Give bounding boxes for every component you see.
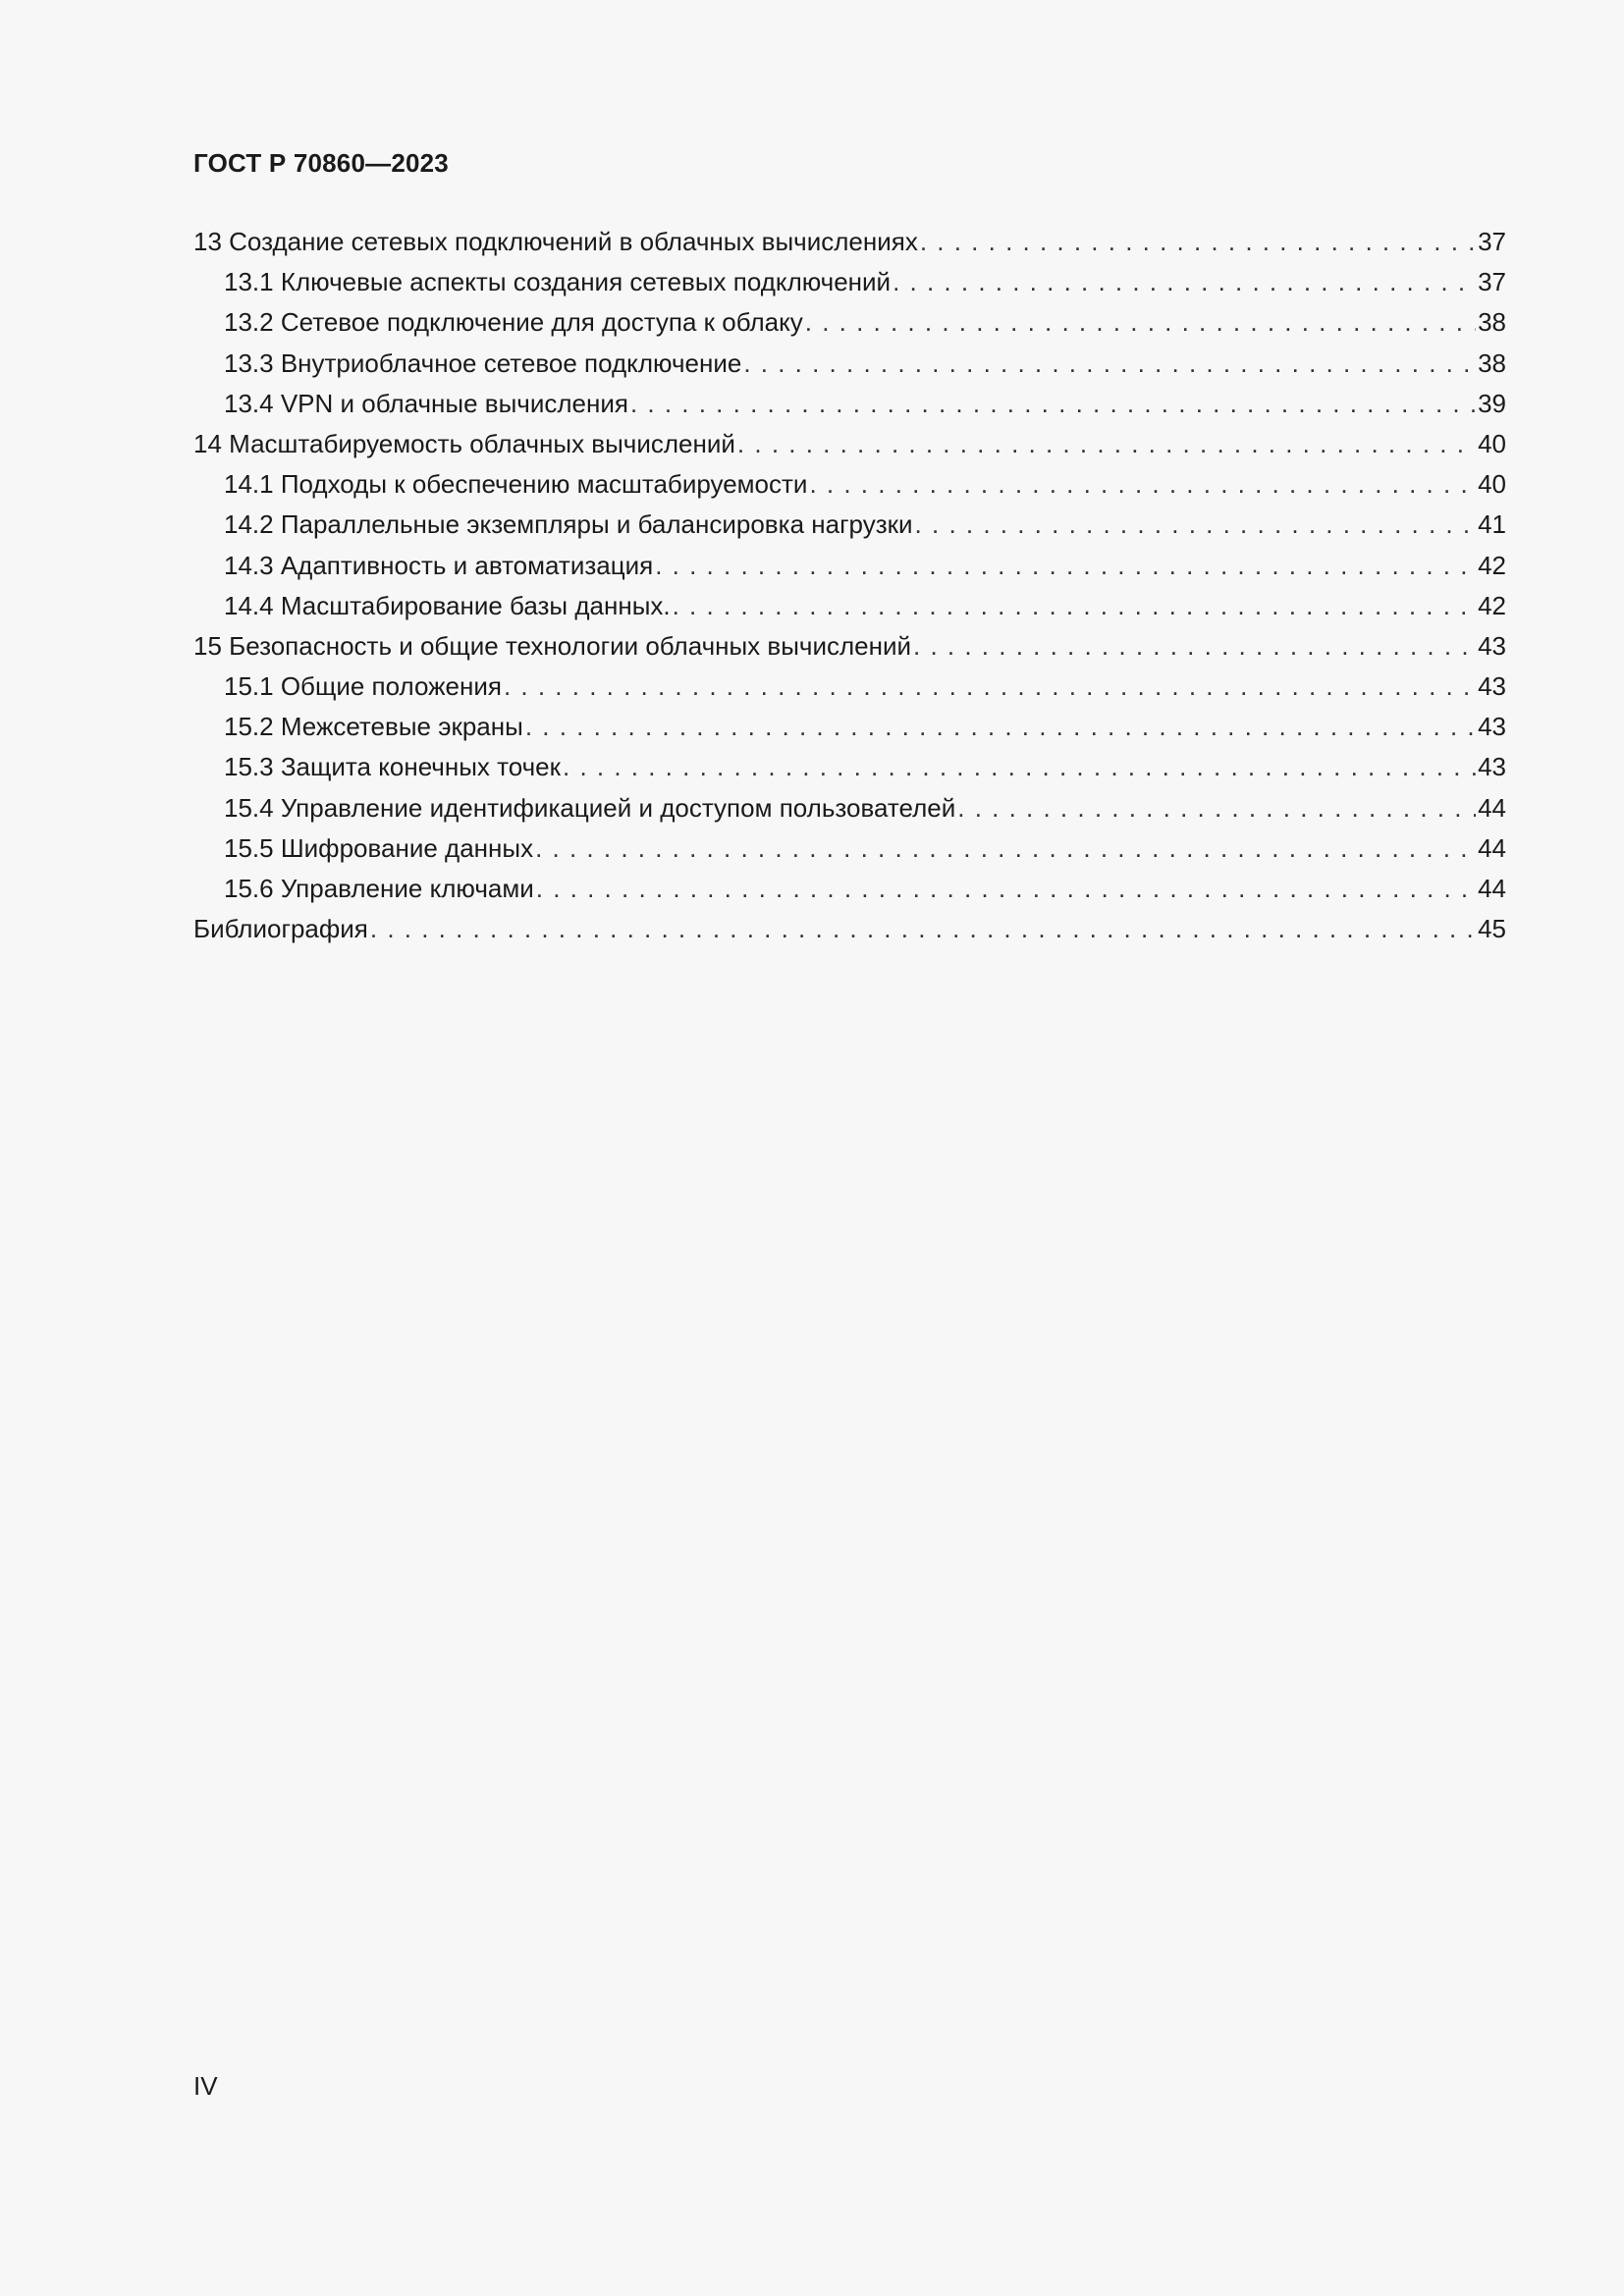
toc-entry[interactable] bbox=[193, 869, 1506, 909]
toc-entry-page: 38 bbox=[1478, 307, 1506, 338]
toc-entry-page: 40 bbox=[1478, 469, 1506, 500]
toc-entry-page: 44 bbox=[1478, 832, 1506, 863]
toc-entry[interactable] bbox=[193, 747, 1506, 787]
toc-entry-page: 44 bbox=[1478, 874, 1506, 903]
toc-entry-title: 15.3 Защита конечных точек bbox=[224, 752, 561, 782]
toc-entry-page: 41 bbox=[1478, 509, 1506, 540]
toc-entry[interactable] bbox=[193, 546, 1506, 586]
dot-leader bbox=[913, 626, 1476, 667]
toc-entry-page: 37 bbox=[1478, 227, 1506, 256]
dot-leader bbox=[504, 667, 1476, 707]
toc-entry-title: 13.3 Внутриоблачное сетевое подключение bbox=[224, 347, 742, 378]
toc-entry[interactable] bbox=[193, 909, 1506, 949]
toc-entry-page: 38 bbox=[1478, 347, 1506, 378]
page-number: IV bbox=[193, 2071, 218, 2101]
toc-entry-page: 37 bbox=[1478, 267, 1506, 297]
toc-entry[interactable] bbox=[193, 222, 1506, 262]
toc-entry-title: 14.3 Адаптивность и автоматизация bbox=[224, 550, 654, 580]
toc-entry[interactable] bbox=[193, 707, 1506, 747]
dot-leader bbox=[536, 869, 1476, 909]
toc-entry-title: 15 Безопасность и общие технологии облачных вычислений bbox=[193, 630, 912, 661]
toc-entry-page: 42 bbox=[1478, 590, 1506, 620]
dot-leader bbox=[957, 788, 1476, 828]
dot-leader bbox=[915, 505, 1477, 545]
toc-entry-title: 15.1 Общие положения bbox=[224, 671, 502, 702]
toc-entry[interactable] bbox=[193, 262, 1506, 302]
toc-entry-title: 14.2 Параллельные экземпляры и балансировка нагрузки bbox=[224, 509, 913, 540]
toc-entry-title: Библиография bbox=[193, 914, 368, 944]
toc-entry[interactable] bbox=[193, 384, 1506, 424]
toc-entry[interactable] bbox=[193, 828, 1506, 869]
dot-leader bbox=[673, 586, 1476, 626]
toc-entry-page: 40 bbox=[1478, 428, 1506, 458]
toc-entry-page: 43 bbox=[1478, 671, 1506, 702]
dot-leader bbox=[743, 344, 1476, 384]
dot-leader bbox=[563, 747, 1476, 787]
dot-leader bbox=[525, 707, 1476, 747]
dot-leader bbox=[809, 464, 1476, 505]
dot-leader bbox=[737, 424, 1476, 464]
dot-leader bbox=[370, 909, 1476, 949]
toc-entry-page: 43 bbox=[1478, 712, 1506, 742]
dot-leader bbox=[805, 302, 1476, 343]
toc-entry-page: 44 bbox=[1478, 792, 1506, 823]
toc-entry[interactable] bbox=[193, 464, 1506, 505]
toc-entry-page: 45 bbox=[1478, 914, 1506, 944]
toc-entry[interactable] bbox=[193, 788, 1506, 828]
toc-entry-page: 39 bbox=[1478, 388, 1506, 418]
toc-entry-page: 42 bbox=[1478, 550, 1506, 580]
toc-entry[interactable] bbox=[193, 424, 1506, 464]
toc-entry-title: 15.6 Управление ключами bbox=[224, 874, 534, 903]
toc-entry-page: 43 bbox=[1478, 752, 1506, 782]
toc-entry-title: 15.2 Межсетевые экраны bbox=[224, 712, 523, 742]
toc-entry[interactable] bbox=[193, 626, 1506, 667]
toc-entry-title: 15.4 Управление идентификацией и доступом пользователей bbox=[224, 792, 956, 823]
toc-entry-title: 13.1 Ключевые аспекты создания сетевых подключений bbox=[224, 267, 892, 297]
dot-leader bbox=[920, 222, 1476, 262]
toc-entry-title: 13.2 Сетевое подключение для доступа к облаку bbox=[224, 307, 803, 338]
toc-entry-title: 14 Масштабируемость облачных вычислений bbox=[193, 428, 735, 458]
toc-entry-title: 15.5 Шифрование данных bbox=[224, 832, 534, 863]
toc-entry-title: 13.4 VPN и облачные вычисления bbox=[224, 388, 628, 418]
toc-entry[interactable] bbox=[193, 667, 1506, 707]
dot-leader bbox=[655, 546, 1476, 586]
dot-leader bbox=[893, 262, 1476, 302]
toc-entry[interactable] bbox=[193, 505, 1506, 545]
toc-entry[interactable] bbox=[193, 586, 1506, 626]
toc-entry-title: 13 Создание сетевых подключений в облачных вычислениях bbox=[193, 227, 918, 256]
dot-leader bbox=[535, 828, 1476, 869]
dot-leader bbox=[630, 384, 1476, 424]
table-of-contents bbox=[193, 222, 1506, 949]
toc-entry-page: 43 bbox=[1478, 630, 1506, 661]
toc-entry[interactable] bbox=[193, 302, 1506, 343]
document-header: ГОСТ Р 70860—2023 bbox=[193, 148, 449, 178]
toc-entry-title: 14.1 Подходы к обеспечению масштабируемости bbox=[224, 469, 808, 500]
toc-entry[interactable] bbox=[193, 344, 1506, 384]
toc-entry-title: 14.4 Масштабирование базы данных. bbox=[224, 590, 671, 620]
